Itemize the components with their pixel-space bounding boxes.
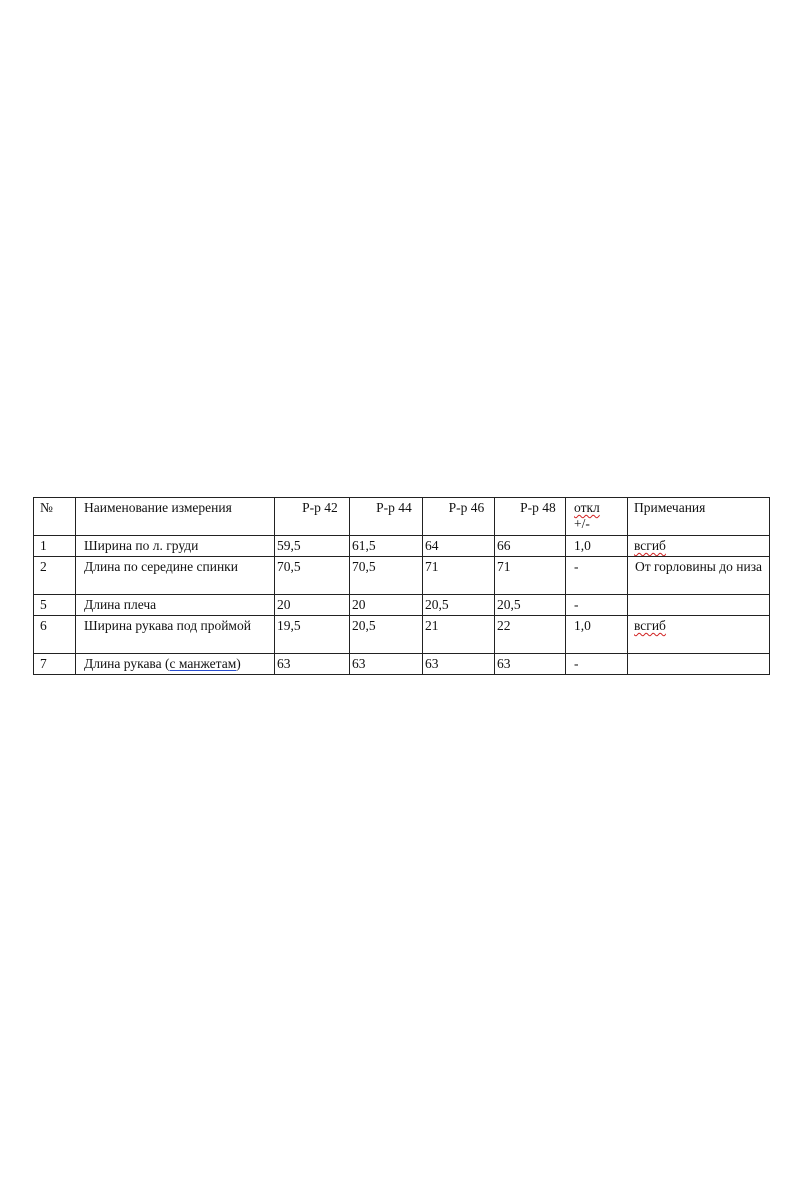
row-value-48: 71 [495, 557, 566, 595]
header-size-44: Р-р 44 [350, 498, 423, 536]
row-deviation: 1,0 [566, 616, 628, 654]
row-note [628, 595, 770, 616]
row-name-text: Длина рукава ( [84, 656, 170, 671]
row-name: Длина плеча [76, 595, 275, 616]
row-value-42: 20 [275, 595, 350, 616]
row-num: 7 [34, 654, 76, 675]
row-value-42: 63 [275, 654, 350, 675]
row-value-46: 71 [423, 557, 495, 595]
row-value-48: 66 [495, 536, 566, 557]
row-value-44: 20,5 [350, 616, 423, 654]
header-name: Наименование измерения [76, 498, 275, 536]
row-note [628, 616, 770, 654]
table-header-row [34, 498, 770, 536]
row-note [628, 536, 770, 557]
table-row [34, 557, 770, 595]
row-value-46: 64 [423, 536, 495, 557]
row-num: 2 [34, 557, 76, 595]
row-value-44: 70,5 [350, 557, 423, 595]
row-value-48: 63 [495, 654, 566, 675]
header-deviation [566, 498, 628, 536]
row-note-text: всгиб [634, 538, 666, 553]
row-deviation: - [566, 557, 628, 595]
row-deviation: 1,0 [566, 536, 628, 557]
header-size-42: Р-р 42 [275, 498, 350, 536]
row-value-44: 63 [350, 654, 423, 675]
header-num: № [34, 498, 76, 536]
row-deviation: - [566, 654, 628, 675]
row-value-48: 20,5 [495, 595, 566, 616]
row-note-text: всгиб [634, 618, 666, 633]
header-notes: Примечания [628, 498, 770, 536]
row-name [76, 654, 275, 675]
measurements-table [33, 497, 770, 675]
row-value-42: 59,5 [275, 536, 350, 557]
row-value-46: 63 [423, 654, 495, 675]
row-value-44: 61,5 [350, 536, 423, 557]
row-value-46: 21 [423, 616, 495, 654]
row-value-44: 20 [350, 595, 423, 616]
table-row [34, 595, 770, 616]
header-size-46: Р-р 46 [423, 498, 495, 536]
row-note: От горловины до низа [628, 557, 770, 595]
row-name: Длина по середине спинки [76, 557, 275, 595]
row-name: Ширина по л. груди [76, 536, 275, 557]
header-size-48: Р-р 48 [495, 498, 566, 536]
row-name-close-paren: ) [236, 656, 241, 671]
row-value-46: 20,5 [423, 595, 495, 616]
row-deviation: - [566, 595, 628, 616]
table-row [34, 536, 770, 557]
row-note [628, 654, 770, 675]
header-deviation-word: откл [574, 500, 600, 515]
row-num: 5 [34, 595, 76, 616]
table-row [34, 654, 770, 675]
row-value-48: 22 [495, 616, 566, 654]
row-value-42: 19,5 [275, 616, 350, 654]
header-deviation-sign: +/- [574, 516, 590, 531]
row-value-42: 70,5 [275, 557, 350, 595]
table-row [34, 616, 770, 654]
row-name: Ширина рукава под проймой [76, 616, 275, 654]
row-num: 1 [34, 536, 76, 557]
row-num: 6 [34, 616, 76, 654]
row-name-underlined-text: с манжетам [169, 656, 237, 671]
